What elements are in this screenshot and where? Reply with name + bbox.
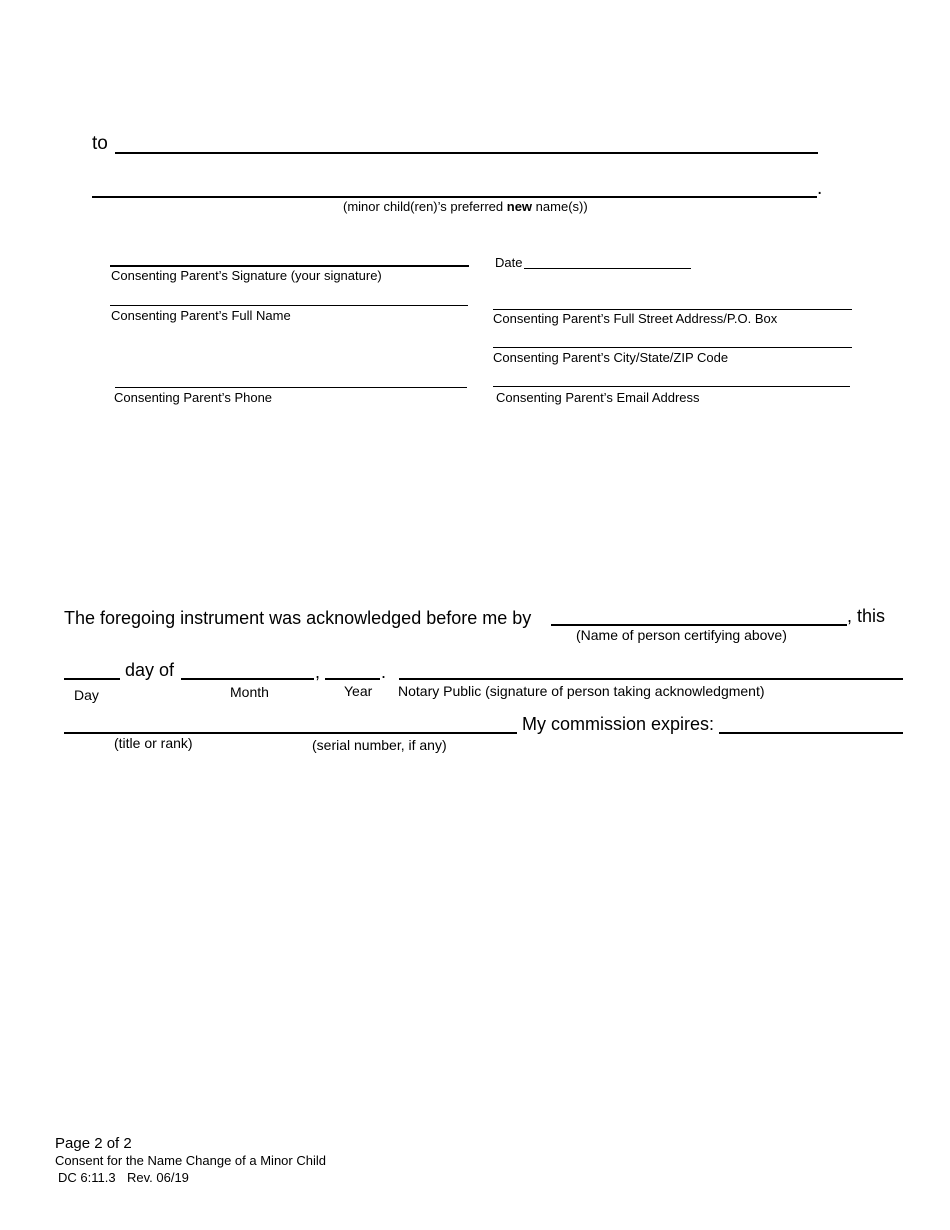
form-code: DC 6:11.3 xyxy=(58,1170,116,1185)
day-line[interactable] xyxy=(64,678,120,680)
city-label: Consenting Parent’s City/State/ZIP Code xyxy=(493,350,729,365)
address-line[interactable] xyxy=(493,309,852,310)
phone-label: Consenting Parent’s Phone xyxy=(114,390,273,405)
year-label: Year xyxy=(344,683,373,699)
certifier-name-line[interactable] xyxy=(551,624,847,626)
ack-text: The foregoing instrument was acknowledged before me by xyxy=(64,608,532,628)
year-period: . xyxy=(381,662,387,682)
day-of-text: day of xyxy=(125,660,175,680)
email-line[interactable] xyxy=(493,386,850,387)
commission-text: My commission expires: xyxy=(522,714,715,734)
signature-line[interactable] xyxy=(110,265,469,267)
commission-expires-line[interactable] xyxy=(719,732,903,734)
city-line[interactable] xyxy=(493,347,852,348)
title-serial-line[interactable] xyxy=(64,732,517,734)
form-revision: Rev. 06/19 xyxy=(127,1170,189,1185)
new-name-line-2[interactable] xyxy=(92,196,817,198)
month-line[interactable] xyxy=(181,678,314,680)
to-label: to xyxy=(92,133,108,154)
month-comma: , xyxy=(315,662,321,682)
address-label: Consenting Parent’s Full Street Address/P.O. Box xyxy=(493,311,778,326)
day-label: Day xyxy=(74,687,99,703)
email-label: Consenting Parent’s Email Address xyxy=(496,390,700,405)
notary-signature-line[interactable] xyxy=(399,678,903,680)
form-title: Consent for the Name Change of a Minor Child xyxy=(55,1153,326,1168)
this-text: , this xyxy=(847,606,886,626)
new-name-period: . xyxy=(817,178,823,199)
date-line[interactable] xyxy=(524,268,691,269)
phone-line[interactable] xyxy=(115,387,467,388)
month-label: Month xyxy=(230,684,269,700)
date-label: Date xyxy=(495,255,523,270)
page-number: Page 2 of 2 xyxy=(55,1135,132,1152)
year-line[interactable] xyxy=(325,678,380,680)
notary-signature-label: Notary Public (signature of person taking acknowledgment) xyxy=(398,683,765,699)
new-name-caption: (minor child(ren)’s preferred new name(s)) xyxy=(343,199,588,214)
title-label: (title or rank) xyxy=(114,735,193,751)
new-name-line-1[interactable] xyxy=(115,152,818,154)
signature-label: Consenting Parent’s Signature (your signature) xyxy=(111,268,382,283)
full-name-label: Consenting Parent’s Full Name xyxy=(111,308,291,323)
full-name-line[interactable] xyxy=(110,305,468,306)
serial-label: (serial number, if any) xyxy=(312,737,447,753)
certifier-name-caption: (Name of person certifying above) xyxy=(576,627,787,643)
